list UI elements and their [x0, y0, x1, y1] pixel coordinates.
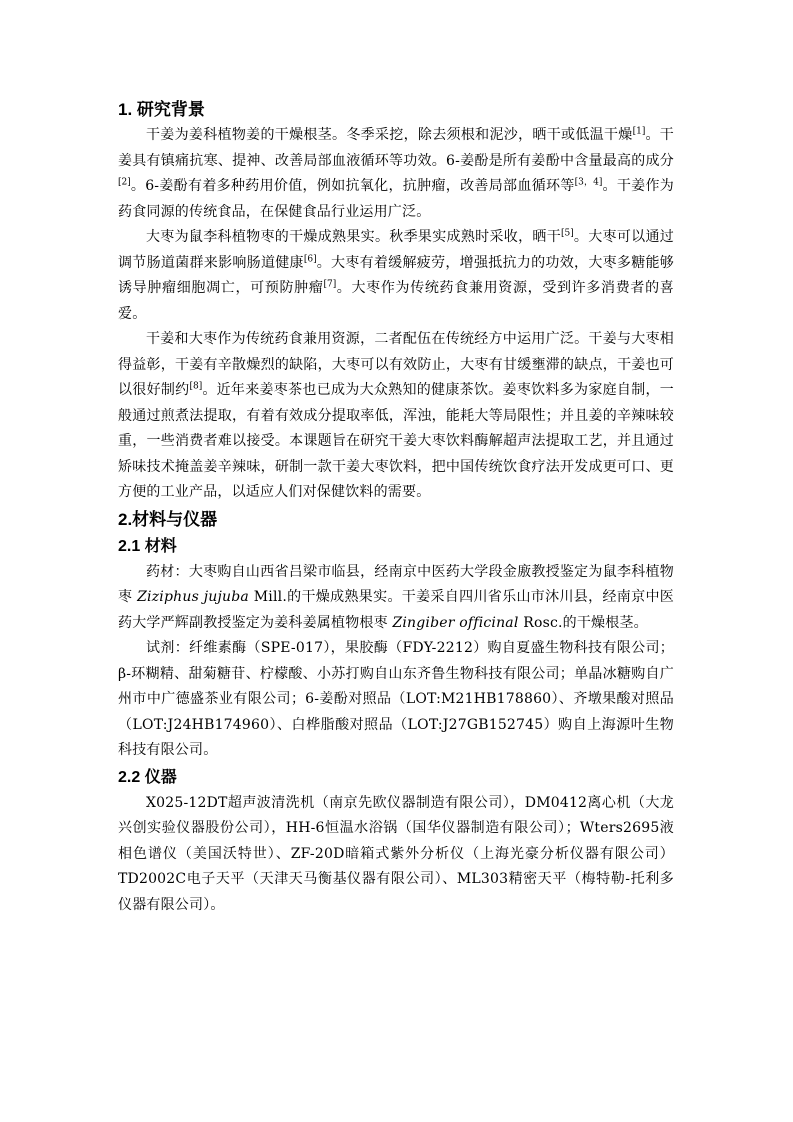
text-run: Mill.的干燥成熟果实。干姜采自四川省乐山市沐川县，经南京中医药大学严辉副教授鉴定为姜科姜属植物根枣 [118, 589, 674, 631]
latin-name: Zingiber officinal [392, 614, 519, 631]
text-run: 。6-姜酚有着多种药用价值，例如抗氧化，抗肿瘤，改善局部血循环等 [130, 178, 575, 194]
citation: [8] [189, 381, 203, 392]
subsection-heading-instruments: 2.2 仪器 [118, 768, 177, 786]
citation: [2] [118, 177, 131, 188]
text-run: 干姜和大枣作为传统药食兼用资源，二者配伍在传统经方中运用广泛。干姜与大枣相得益彰，干姜有辛散燥烈的缺陷，大枣可以有效防止，大枣有甘缓壅滞的缺点，干姜也可以很好制约 [118, 331, 674, 398]
text-run: 。大枣可以通过调节肠道菌群来影响肠道健康 [118, 229, 674, 271]
latin-name: Ziziphus jujuba [137, 589, 249, 605]
paragraph-combination [118, 327, 674, 506]
text-run: 。干姜作为药食同源的传统食品，在保健食品行业运用广泛。 [118, 178, 674, 220]
text-run: 大枣为鼠李科植物枣的干燥成熟果实。秋季果实成熟时采收，晒干 [146, 229, 562, 245]
text-run: 。大枣作为传统药食兼用资源，受到许多消费者的喜爱。 [118, 280, 674, 322]
paragraph-jujube [118, 225, 674, 327]
citation: [7] [323, 279, 337, 290]
citation: [1] [632, 126, 646, 137]
section-heading-research-background: 1. 研究背景 [118, 100, 205, 119]
paragraph-herbs [118, 560, 674, 637]
paragraph-ginger [118, 123, 674, 225]
section-heading-materials-instruments: 2.材料与仪器 [118, 509, 218, 529]
text-run: 。干姜具有镇痛抗寒、提神、改善局部血液循环等功效。6-姜酚是所有姜酚中含量最高的成分 [118, 127, 674, 169]
text-run: 。近年来姜枣茶也已成为大众熟知的健康茶饮。姜枣饮料多为家庭自制，一般通过煎煮法提取，有着有效成分提取率低，浑浊，能耗大等局限性；并且姜的辛辣味较重，一些消费者难以接受。本课题旨在研究干姜大枣饮料酶解超声法提取工艺，并且通过矫味技术掩盖姜辛辣味，研制一款干姜大枣饮料，把中国传统饮食疗法开发成更可口、更方便的工业产品，以适应人们对保健饮料的需要。 [118, 382, 674, 500]
document-body [118, 96, 674, 918]
text-run: 药材：大枣购自山西省吕梁市临县，经南京中医药大学段金廒教授鉴定为鼠李科植物枣 [118, 563, 674, 605]
subsection-heading-materials: 2.1 材料 [118, 537, 177, 555]
citation: [3，4] [574, 177, 603, 188]
text-run: 干姜为姜科植物姜的干燥根茎。冬季采挖，除去须根和泥沙，晒干或低温干燥 [146, 127, 633, 143]
citation: [6] [303, 253, 317, 264]
paragraph-instruments: X025-12DT超声波清洗机（南京先欧仪器制造有限公司），DM0412离心机（大龙兴创实验仪器股份公司），HH-6恒温水浴锅（国华仪器制造有限公司）；Wters2695液相色谱仪（美国沃特世）、ZF-20D暗箱式紫外分析仪（上海光豪分析仪器有限公司）TD2002C电子天平（天津天马衡基仪器有限公司）、ML303精密天平（梅特勒-托利多仪器有限公司）。 [118, 794, 674, 913]
text-run: Rosc.的干燥根茎。 [518, 614, 648, 631]
citation: [5] [561, 228, 574, 239]
text-run: 。大枣有着缓解疲劳，增强抵抗力的功效，大枣多糖能够诱导肿瘤细胞凋亡，可预防肿瘤 [118, 254, 675, 296]
paragraph-reagents: 试剂：纤维素酶（SPE-017），果胶酶（FDY-2212）购自夏盛生物科技有限公司；β-环糊精、甜菊糖苷、柠檬酸、小苏打购自山东齐鲁生物科技有限公司；单晶冰糖购自广州市中广德盛茶业有限公司；6-姜酚对照品（LOT:M21HB178860）、齐墩果酸对照品（LOT:J24HB174960）、白桦脂酸对照品（LOT:J27GB152745）购自上海源叶生物科技有限公司。 [118, 640, 674, 758]
